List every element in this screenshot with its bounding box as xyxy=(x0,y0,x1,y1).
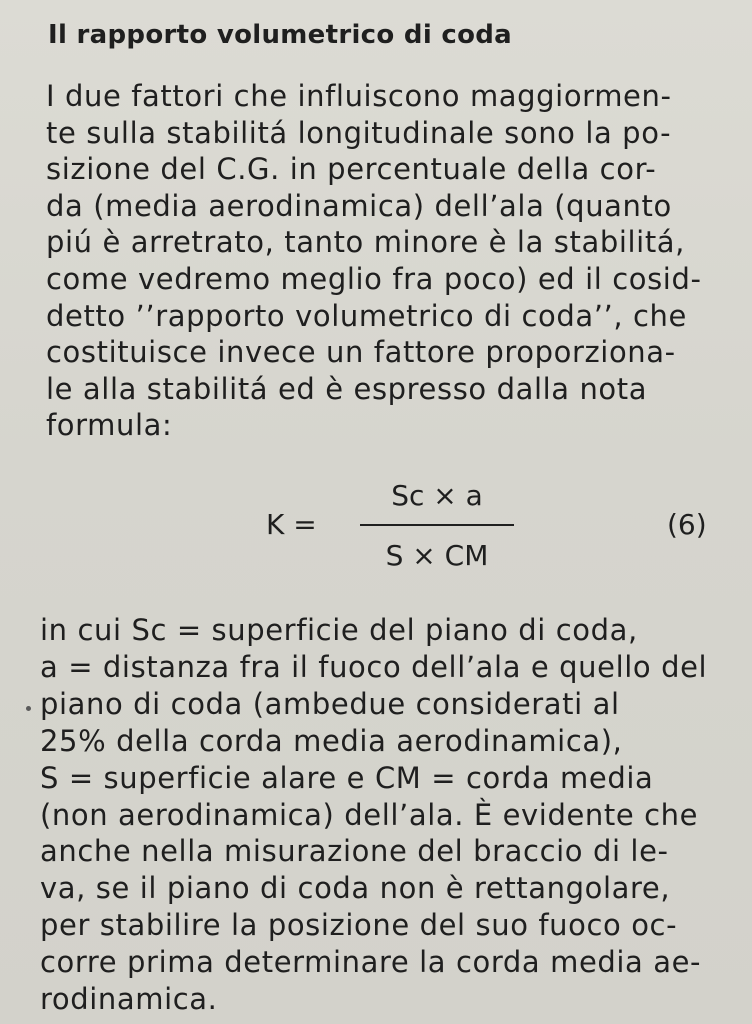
formula-block xyxy=(0,470,752,590)
text-line: piú è arretrato, tanto minore è la stabilitá, xyxy=(46,225,685,260)
paragraph-intro xyxy=(46,78,726,444)
text-line: piano di coda (ambedue considerati al xyxy=(40,686,620,721)
text-line: va, se il piano di coda non è rettangolare, xyxy=(40,871,671,906)
text-line: come vedremo meglio fra poco) ed il cosid- xyxy=(46,261,702,296)
formula-lhs: K = xyxy=(266,508,317,541)
text-line: formula: xyxy=(46,408,173,443)
text-line: detto ’’rapporto volumetrico di coda’’, che xyxy=(46,298,687,333)
text-line: (non aerodinamica) dell’ala. È evidente che xyxy=(40,797,699,832)
section-heading: Il rapporto volumetrico di coda xyxy=(48,20,513,50)
text-line: da (media aerodinamica) dell’ala (quanto xyxy=(46,188,672,223)
fraction-bar xyxy=(360,524,514,526)
text-line: 25% della corda media aerodinamica), xyxy=(40,723,623,758)
formula-fraction xyxy=(360,470,514,582)
margin-mark xyxy=(26,706,31,711)
text-line: I due fattori che influiscono maggiormen- xyxy=(46,79,672,113)
formula-numerator: Sc × a xyxy=(391,479,483,512)
text-line: te sulla stabilitá longitudinale sono la po- xyxy=(46,115,672,150)
text-line: in cui Sc = superficie del piano di coda, xyxy=(40,613,638,647)
text-line: le alla stabilitá ed è espresso dalla nota xyxy=(46,371,648,406)
text-line: costituisce invece un fattore proporziona- xyxy=(46,335,676,370)
text-line: rodinamica. xyxy=(40,982,218,1017)
text-line: per stabilire la posizione del suo fuoco oc- xyxy=(40,908,678,943)
text-line: corre prima determinare la corda media ae- xyxy=(40,945,702,980)
formula-denominator: S × CM xyxy=(385,539,489,572)
text-line: anche nella misurazione del braccio di le- xyxy=(40,834,669,869)
text-line: sizione del C.G. in percentuale della cor- xyxy=(46,152,657,187)
paragraph-definitions xyxy=(40,612,732,1018)
text-line: S = superficie alare e CM = corda media xyxy=(40,760,654,795)
equation-number: (6) xyxy=(667,508,707,541)
text-line: a = distanza fra il fuoco dell’ala e quello del xyxy=(40,649,708,684)
